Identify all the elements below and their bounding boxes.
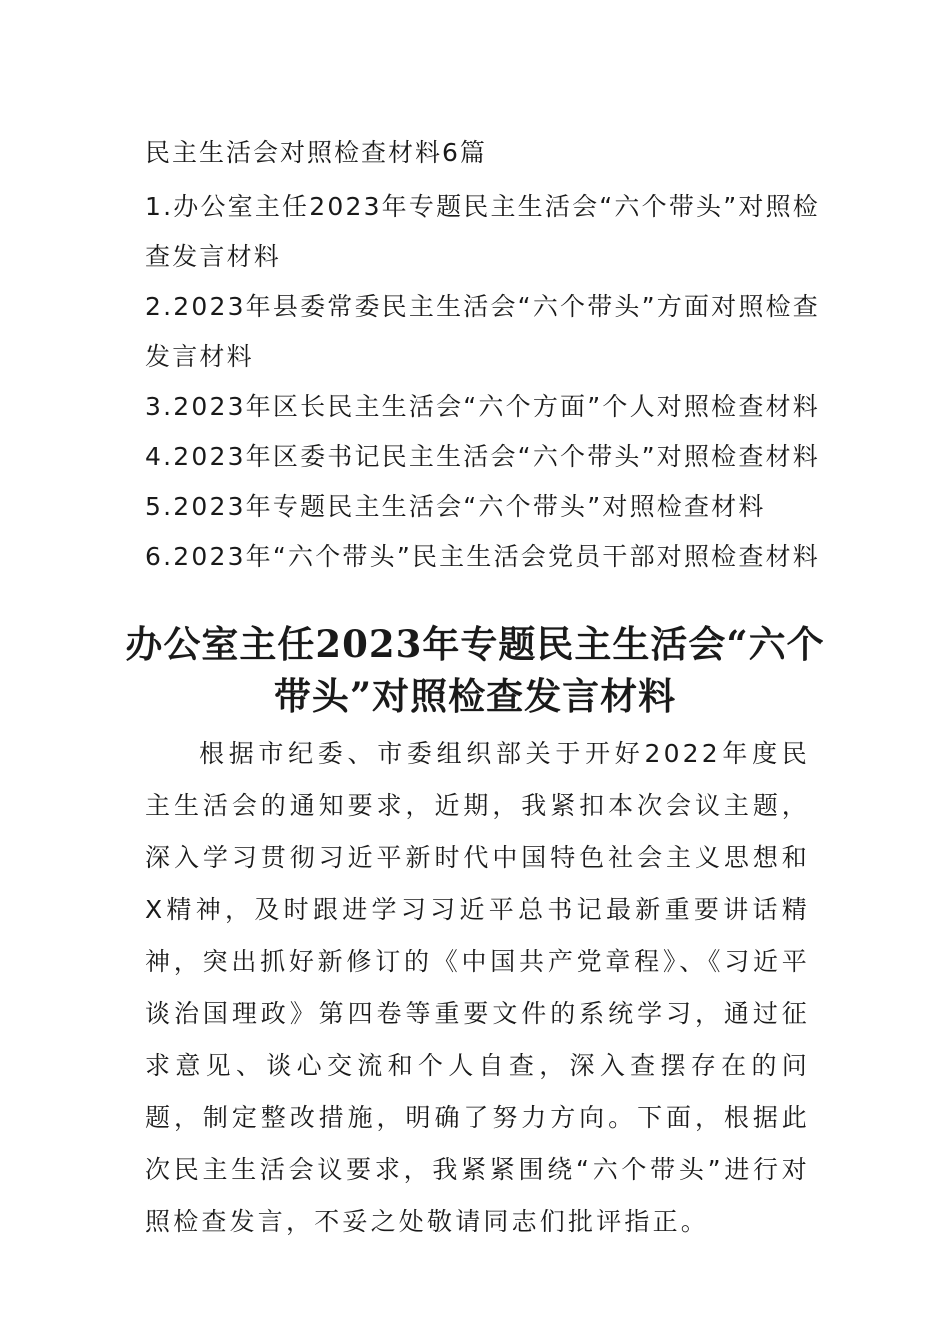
toc-item-5: 5.2023年专题民主生活会“六个带头”对照检查材料 [145,492,766,521]
table-of-contents [145,132,825,582]
toc-item-3: 3.2023年区长民主生活会“六个方面”个人对照检查材料 [145,392,820,421]
toc-item-4: 4.2023年区委书记民主生活会“六个带头”对照检查材料 [145,442,820,471]
toc-item-2: 2.2023年县委常委民主生活会“六个带头”方面对照检查发言材料 [145,292,820,371]
article-title: 办公室主任2023年专题民主生活会“六个带头”对照检查发言材料 [125,622,825,718]
toc-item-1: 1.办公室主任2023年专题民主生活会“六个带头”对照检查发言材料 [145,192,820,271]
toc-heading: 民主生活会对照检查材料6篇 [145,138,487,167]
article-paragraph: 根据市纪委、市委组织部关于开好2022年度民主生活会的通知要求，近期，我紧扣本次会议主题，深入学习贯彻习近平新时代中国特色社会主义思想和X精神，及时跟进学习习近平总书记最新重要讲话精神，突出抓好新修订的《中国共产党章程》、《习近平谈治国理政》第四卷等重要文件的系统学习，通过征求意见、谈心交流和个人自查，深入查摆存在的问题，制定整改措施，明确了努力方向。下面，根据此次民主生活会议要求，我紧紧围绕“六个带头”进行对照检查发言，不妥之处敬请同志们批评指正。 [145,739,810,1236]
toc-item-6: 6.2023年“六个带头”民主生活会党员干部对照检查材料 [145,542,820,571]
